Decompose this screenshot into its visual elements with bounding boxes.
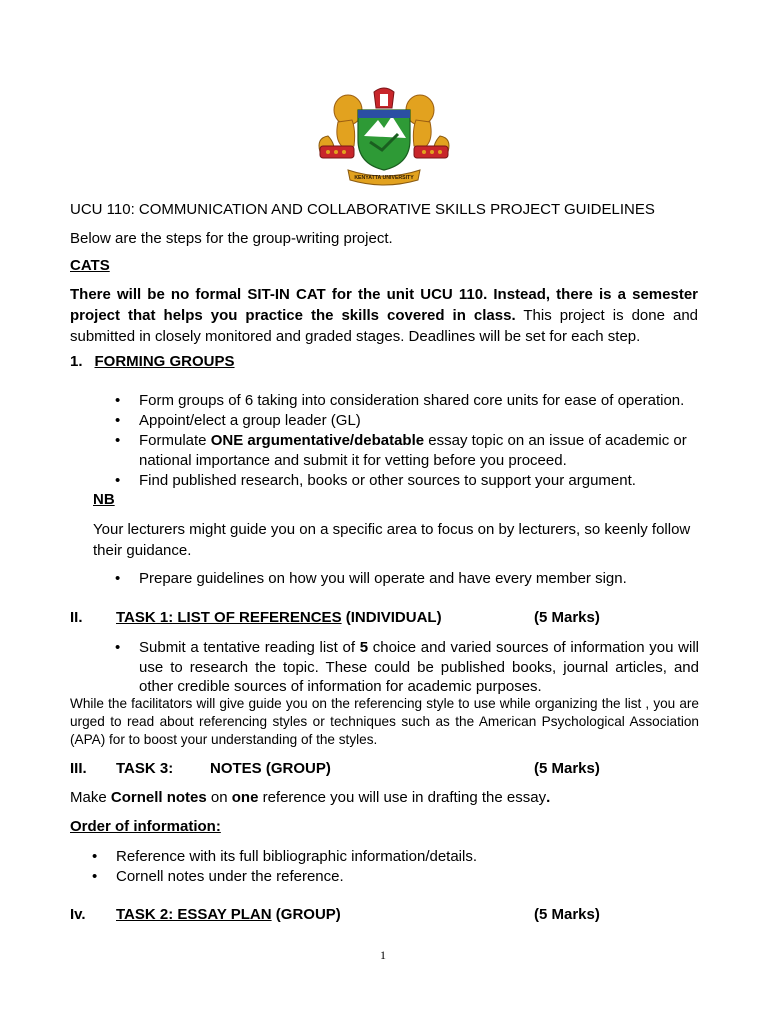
section4-heading bbox=[70, 905, 710, 925]
crest-banner-text: KENYATTA UNIVERSITY bbox=[354, 175, 414, 181]
list-item bbox=[115, 471, 701, 491]
section4-title: TASK 2: ESSAY PLAN bbox=[116, 906, 272, 923]
section3-heading bbox=[70, 759, 710, 779]
instruction-text: on bbox=[206, 789, 232, 806]
instruction-bold-text: one bbox=[231, 789, 259, 806]
section1-heading bbox=[70, 352, 235, 372]
referencing-note: While the facilitators will give guide you on the referencing style to use while organizing the list , you are urged to read about referencing styles or techniques such as the American Psychological Association (APA) for to boost your understanding of the styles. bbox=[70, 696, 699, 747]
section1-bullet-list bbox=[115, 391, 701, 491]
bullet-text: Form groups of 6 taking into consideration shared core units for ease of operation. bbox=[139, 392, 685, 409]
bullet-icon: • bbox=[115, 412, 121, 429]
bullet-text: essay topic on an issue of academic or national importance and submit it for vetting before you proceed. bbox=[139, 432, 687, 469]
page-number: 1 bbox=[380, 948, 386, 962]
bullet-icon: • bbox=[115, 570, 121, 587]
section3-title: NOTES (GROUP) bbox=[210, 760, 331, 777]
bullet-icon: • bbox=[115, 432, 121, 449]
list-item bbox=[115, 391, 701, 411]
instruction-bold-text: . bbox=[546, 789, 551, 806]
bullet-text: Reference with its full bibliographic information/details. bbox=[116, 848, 478, 865]
bullet-text: Find published research, books or other sources to support your argument. bbox=[139, 472, 636, 489]
section1-extra-bullet-list bbox=[115, 569, 701, 589]
section4-title-rest: (GROUP) bbox=[271, 906, 341, 923]
bullet-icon: • bbox=[115, 639, 121, 656]
bullet-text: Submit a tentative reading list of bbox=[139, 639, 360, 656]
bullet-text: Cornell notes under the reference. bbox=[116, 868, 344, 885]
section2-title-rest: (INDIVIDUAL) bbox=[341, 609, 442, 626]
order-heading: Order of information: bbox=[70, 818, 221, 835]
section1-title: FORMING GROUPS bbox=[94, 353, 235, 370]
cornell-instruction bbox=[70, 788, 550, 808]
bullet-icon: • bbox=[92, 848, 98, 865]
list-item bbox=[115, 638, 699, 697]
bullet-icon: • bbox=[115, 392, 121, 409]
bullet-bold-text: 5 bbox=[359, 639, 369, 656]
list-item bbox=[92, 867, 696, 887]
section4-marks: (5 Marks) bbox=[534, 906, 600, 923]
university-crest-logo bbox=[314, 86, 454, 188]
section1-number: 1. bbox=[70, 353, 83, 370]
nb-label: NB bbox=[93, 491, 115, 508]
bullet-icon: • bbox=[92, 868, 98, 885]
intro-text: Below are the steps for the group-writing project. bbox=[70, 230, 393, 247]
list-item bbox=[115, 569, 701, 589]
section2-marks: (5 Marks) bbox=[534, 609, 600, 626]
bullet-text: Prepare guidelines on how you will operate and have every member sign. bbox=[139, 570, 627, 587]
section3-marks: (5 Marks) bbox=[534, 760, 600, 777]
bullet-bold-text: ONE argumentative/debatable bbox=[210, 432, 425, 449]
instruction-bold-text: Cornell notes bbox=[110, 789, 207, 806]
list-item bbox=[92, 847, 696, 867]
bullet-text: choice and varied sources of information you will use to research the topic. These could be published books, journal articles, and other credible sources of information for academic purposes. bbox=[139, 639, 699, 695]
instruction-text: Make bbox=[70, 789, 111, 806]
list-item bbox=[115, 411, 701, 431]
cats-heading: CATS bbox=[70, 257, 110, 274]
cats-paragraph bbox=[70, 284, 698, 347]
bullet-text: Appoint/elect a group leader (GL) bbox=[139, 412, 361, 429]
bullet-icon: • bbox=[115, 472, 121, 489]
document-title: UCU 110: COMMUNICATION AND COLLABORATIVE SKILLS PROJECT GUIDELINES bbox=[70, 201, 655, 218]
section2-bullet-list bbox=[115, 638, 699, 697]
section4-numeral: Iv. bbox=[70, 906, 86, 923]
section2-title: TASK 1: LIST OF REFERENCES bbox=[116, 609, 342, 626]
cats-rest-text: This project is done and submitted in closely monitored and graded stages. Deadlines will be set for each step. bbox=[70, 307, 698, 345]
nb-text: Your lecturers might guide you on a specific area to focus on by lecturers, so keenly follow their guidance. bbox=[93, 521, 691, 559]
section3-numeral: III. bbox=[70, 760, 87, 777]
section3-task: TASK 3: bbox=[116, 760, 174, 777]
order-bullet-list bbox=[92, 847, 696, 887]
list-item bbox=[115, 431, 701, 471]
section2-numeral: II. bbox=[70, 609, 83, 626]
instruction-text: reference you will use in drafting the essay bbox=[258, 789, 547, 806]
bullet-text: Formulate bbox=[139, 432, 211, 449]
cats-bold-text: There will be no formal SIT-IN CAT for the unit UCU 110. Instead, there is a semester project that helps you practice the skills covered in class. bbox=[70, 286, 698, 324]
section2-heading bbox=[70, 608, 710, 628]
